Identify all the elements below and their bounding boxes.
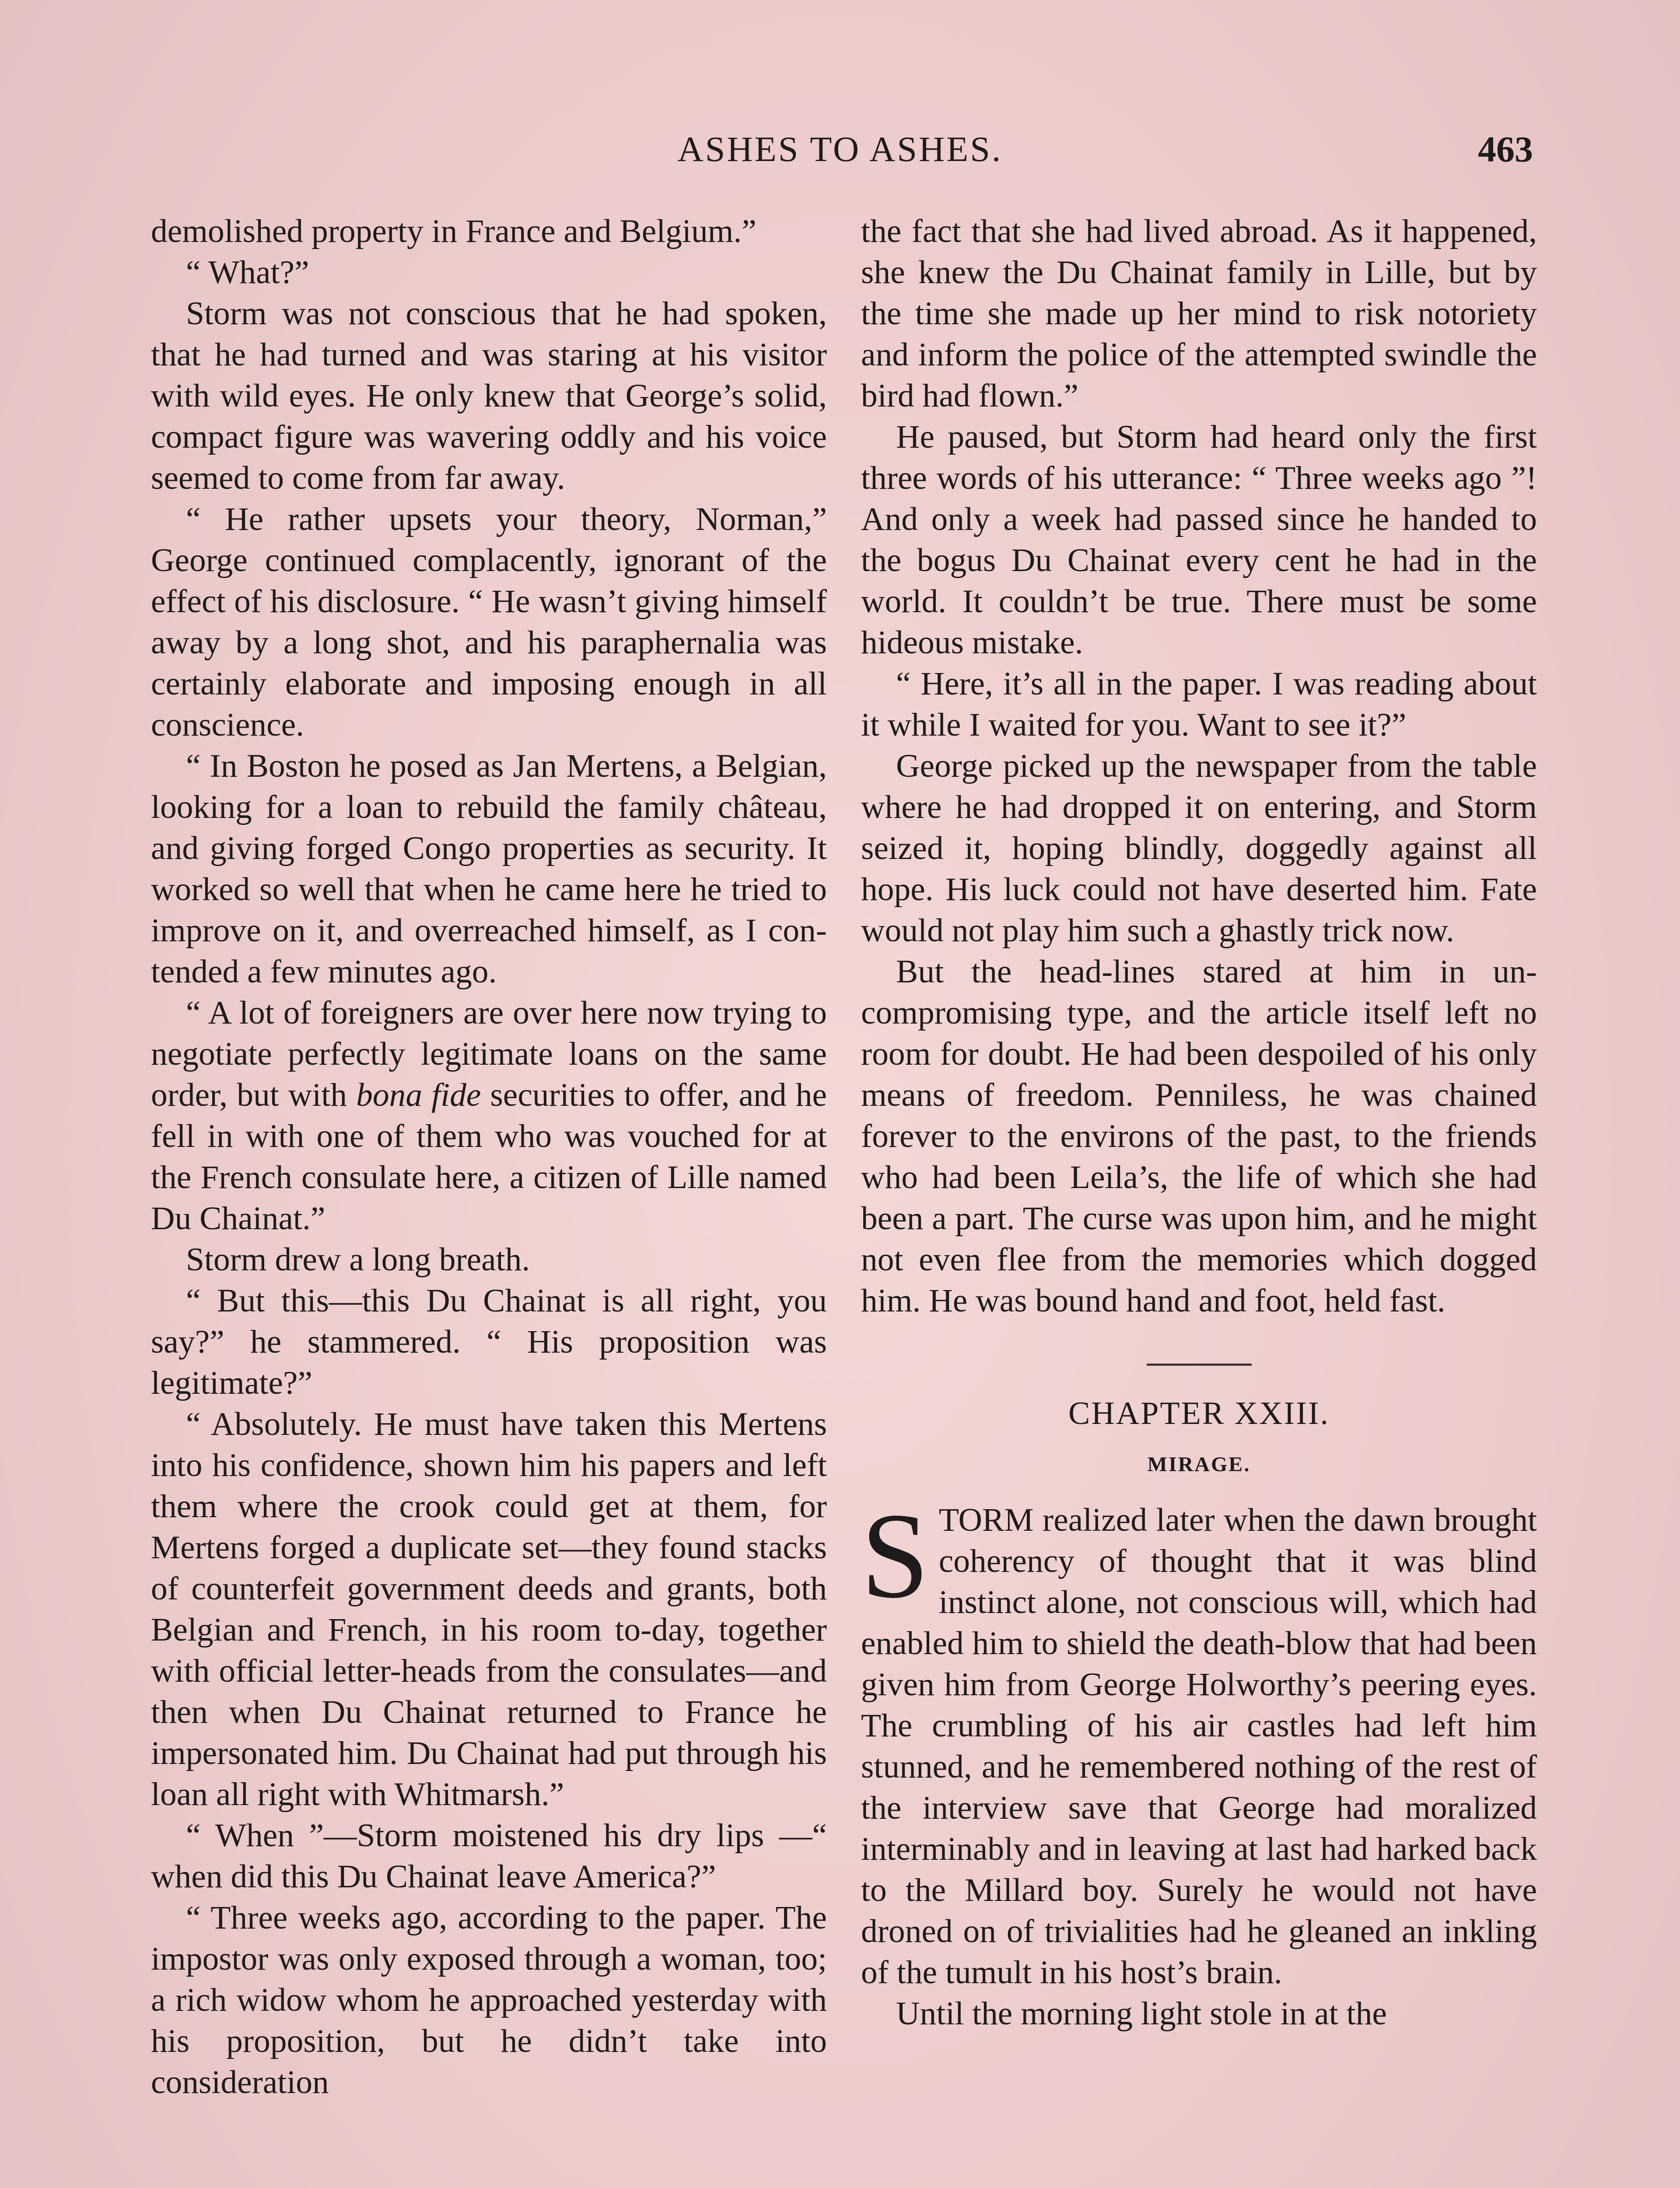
paragraph: George picked up the newspaper from the table where he had dropped it on entering, and Storm seized it, hoping blindly, doggedly against all hope. His luck could not have deserted him. Fate would not play him such a ghastly trick now. (861, 748, 1537, 949)
chapter-heading: CHAPTER XXIII. (1068, 1396, 1330, 1431)
chapter-subtitle: MIRAGE. (1147, 1453, 1251, 1476)
paragraph (151, 992, 827, 1239)
page-number: 463 (1478, 129, 1533, 170)
italic-phrase: bona fide (356, 1077, 481, 1113)
paragraph: “ Absolutely. He must have taken this Mertens into his confidence, shown him his papers and left them where the crook could get at them, for Mertens forged a duplicate set—they found stacks of counterfeit government deeds and grants, both Belgian and French, in his room to-day, together with official letter-heads from the consulates—and then when Du Chainat returned to France he impersonated him. Du Chainat had put through his loan all right with Whitmarsh.” (151, 1406, 827, 1813)
paragraph: Until the morning light stole in at the (896, 1995, 1387, 2032)
paragraph: Storm was not conscious that he had spoken, that he had turned and was staring at his visitor with wild eyes. He only knew that George’s solid, compact figure was wavering oddly and his voice seemed to come from far away. (151, 295, 827, 496)
paragraph: But the head-lines stared at him in uncompromising type, and the article itself left no room for doubt. He had been despoiled of his only means of freedom. Penniless, he was chained forever to the environs of the past, to the friends who had been Leila’s, the life of which she had been a part. The curse was upon him, and he might not even flee from the memories which dogged him. He was bound hand and foot, held fast. (861, 954, 1537, 1319)
running-header-title: ASHES TO ASHES. (677, 129, 1003, 169)
drop-cap: S (861, 1487, 929, 1623)
paragraph-text: “ A lot of foreigners are over here now trying to negotiate perfectly legitimate loans on the same order, but with (151, 995, 827, 1113)
section-divider (1147, 1364, 1252, 1366)
right-text-column (861, 211, 1537, 2034)
left-text-column (151, 211, 827, 2103)
paragraph: “ But this—this Du Chainat is all right, you say?” he stammered. “ His proposition was legitimate?” (151, 1283, 827, 1401)
paragraph: Storm drew a long breath. (186, 1241, 530, 1278)
paragraph-text: TORM realized later when the dawn brought coherency of thought that it was blind instinct alone, not conscious will, which had enabled him to shield the death-blow that had been given him from George Holworthy’s peering eyes. The crumbling of his air castles had left him stunned, and he remembered nothing of the rest of the interview save that George had moralized interminably and in leaving at last had harked back to the Millard boy. Surely he would not have droned on of trivialities had he gleaned an inkling of the tumult in his host’s brain. (861, 1502, 1537, 1991)
paragraph: He paused, but Storm had heard only the first three words of his utterance: “ Three weeks ago ”! And only a week had passed since he handed to the bogus Du Chainat every cent he had in the world. It couldn’t be true. There must be some hideous mistake. (861, 419, 1537, 661)
paragraph: demolished property in France and Belgium.” (151, 213, 756, 249)
paragraph: “ What?” (186, 254, 309, 291)
paragraph: “ He rather upsets your theory, Norman,” George continued complacently, ignorant of the effect of his disclosure. “ He wasn’t giving himself away by a long shot, and his paraphernalia was certainly elaborate and imposing enough in all conscience. (151, 501, 827, 743)
paragraph: “ When ”—Storm moistened his dry lips —“ when did this Du Chainat leave America?” (151, 1817, 827, 1895)
paragraph-text: securities to offer, and he fell in with one of them who was vouched for at the French consulate here, a citizen of Lille named Du Chainat.” (151, 1077, 827, 1237)
paragraph: “ In Boston he posed as Jan Mertens, a Belgian, looking for a loan to rebuild the family château, and giving forged Congo properties as security. It worked so well that when he came here he tried to improve on it, and overreached himself, as I contended a few minutes ago. (151, 748, 827, 990)
chapter-opening-paragraph (861, 1487, 1537, 1993)
paragraph: the fact that she had lived abroad. As it happened, she knew the Du Chainat family in Lille, but by the time she made up her mind to risk notoriety and inform the police of the attempted swindle the bird had flown.” (861, 213, 1537, 414)
paragraph: “ Three weeks ago, according to the paper. The impostor was only exposed through a woman, too; a rich widow whom he approached yesterday with his proposition, but he didn’t take into consideration (151, 1900, 827, 2100)
paragraph: “ Here, it’s all in the paper. I was reading about it while I waited for you. Want to see it?” (861, 666, 1537, 743)
